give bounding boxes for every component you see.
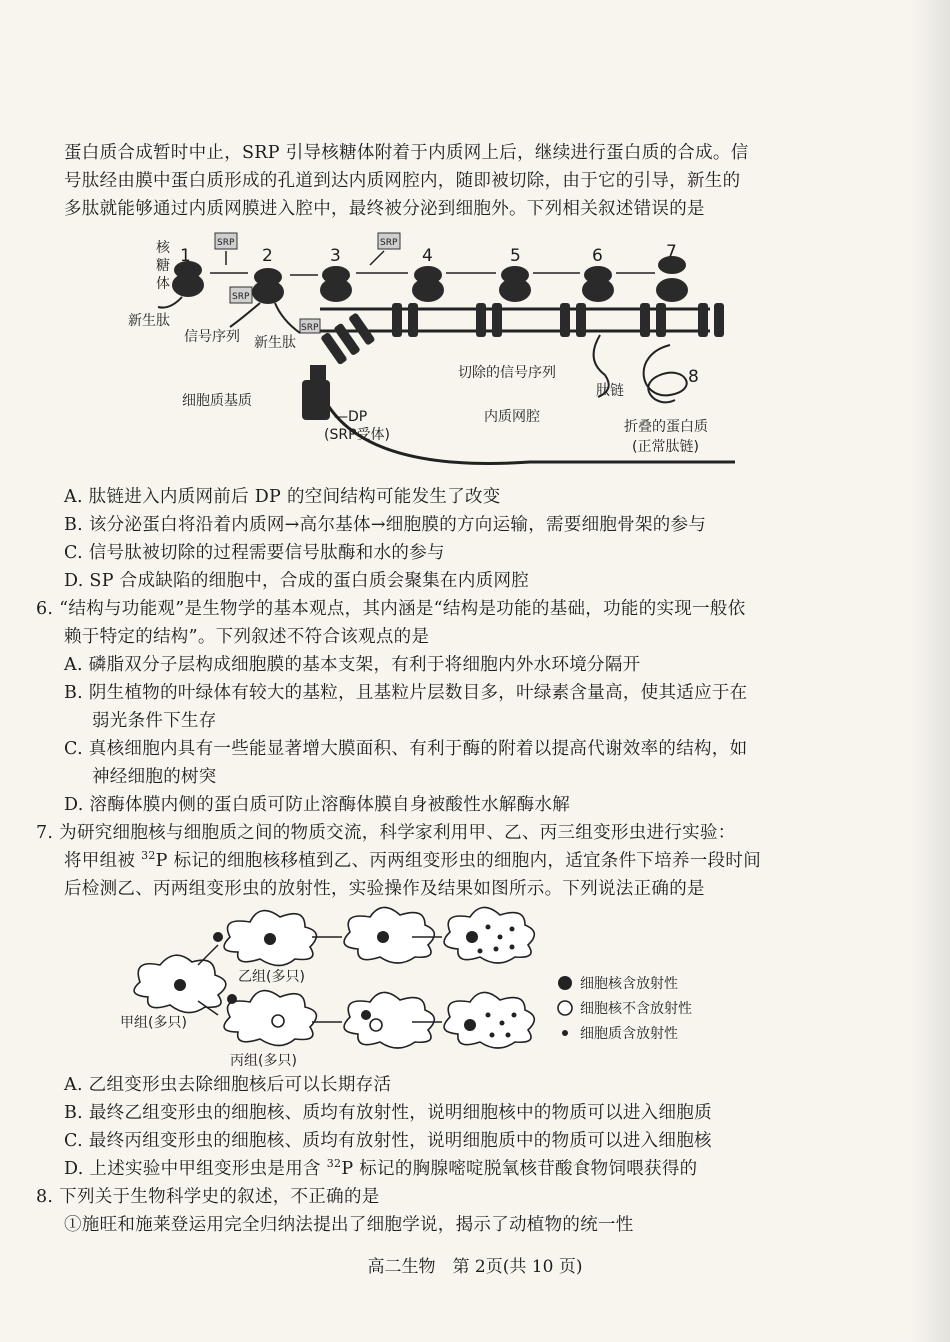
- step-4: 4: [422, 246, 433, 266]
- step-3: 3: [330, 246, 341, 266]
- step-1: 1: [180, 246, 191, 266]
- q5-option-a: A. 肽链进入内质网前后 DP 的空间结构可能发生了改变: [64, 487, 501, 507]
- group-yi-label: 乙组(多只): [238, 969, 305, 985]
- step-5: 5: [510, 246, 521, 266]
- srp-label-3: SRP: [380, 238, 398, 248]
- step-6: 6: [592, 246, 603, 266]
- ribosome-char-3: 体: [156, 276, 170, 292]
- normal-peptide-label: (正常肽链): [632, 439, 699, 455]
- group-bing-label: 丙组(多只): [230, 1053, 297, 1069]
- nascent-peptide-label-2: 新生肽: [254, 335, 296, 351]
- q6-option-d: D. 溶酶体膜内侧的蛋白质可防止溶酶体膜自身被酸性水解酶水解: [64, 795, 571, 815]
- q7-option-d: D. 上述实验中甲组变形虫是用含 $^{32}$P 标记的胸腺嘧啶脱氧核苷酸食物饲喂获得的: [64, 1157, 698, 1179]
- q7-stem-2: 将甲组被 $^{32}$P 标记的细胞核移植到乙、丙两组变形虫的细胞内，适宜条件下培养一段时间: [64, 849, 762, 871]
- q7-option-a: A. 乙组变形虫去除细胞核后可以长期存活: [64, 1075, 392, 1095]
- q8-stem: 8. 下列关于生物科学史的叙述，不正确的是: [36, 1187, 380, 1207]
- q7-stem-3: 后检测乙、丙两组变形虫的放射性，实验操作及结果如图所示。下列说法正确的是: [64, 879, 705, 899]
- nascent-peptide-label-1: 新生肽: [128, 313, 170, 329]
- signal-peptide-diagram: [110, 225, 750, 475]
- page-footer: 高二生物 第 2页(共 10 页): [367, 1257, 583, 1277]
- q6-option-c-cont: 神经细胞的树突: [92, 767, 217, 787]
- q7-option-c: C. 最终丙组变形虫的细胞核、质均有放射性，说明细胞质中的物质可以进入细胞核: [64, 1131, 712, 1151]
- step-2: 2: [262, 246, 273, 266]
- intro-line-2: 号肽经由膜中蛋白质形成的孔道到达内质网腔内，随即被切除，由于它的引导，新生的: [64, 171, 741, 191]
- ribosome-char-1: 核: [156, 240, 170, 256]
- cleaved-signal-label: 切除的信号序列: [458, 365, 556, 381]
- q5-option-d: D. SP 合成缺陷的细胞中，合成的蛋白质会聚集在内质网腔: [64, 571, 530, 591]
- step-7: 7: [666, 242, 677, 262]
- srp-receptor-label: (SRP受体): [324, 427, 390, 443]
- q6-stem-1: 6. “结构与功能观”是生物学的基本观点，其内涵是“结构是功能的基础，功能的实现一般依: [36, 599, 746, 619]
- signal-sequence-label: 信号序列: [184, 329, 240, 345]
- intro-line-1: 蛋白质合成暂时中止，SRP 引导核糖体附着于内质网上后，继续进行蛋白质的合成。信: [64, 143, 749, 163]
- peptide-chain-label: 肽链: [596, 383, 624, 399]
- q6-option-b: B. 阴生植物的叶绿体有较大的基粒，且基粒片层数目多，叶绿素含量高，使其适应于在: [64, 683, 748, 703]
- q8-statement-1: ①施旺和施莱登运用完全归纳法提出了细胞学说，揭示了动植物的统一性: [64, 1215, 634, 1235]
- q6-stem-2: 赖于特定的结构”。下列叙述不符合该观点的是: [64, 627, 430, 647]
- ribosome-char-2: 糖: [156, 258, 170, 274]
- legend-nonradioactive-nucleus: 细胞核不含放射性: [580, 1001, 692, 1017]
- intro-line-3: 多肽就能够通过内质网膜进入腔中，最终被分泌到细胞外。下列相关叙述错误的是: [64, 199, 705, 219]
- legend-radioactive-cytoplasm: 细胞质含放射性: [580, 1026, 678, 1042]
- q5-option-c: C. 信号肽被切除的过程需要信号肽酶和水的参与: [64, 543, 445, 563]
- dp-label: —DP: [334, 409, 368, 425]
- q6-option-b-cont: 弱光条件下生存: [92, 711, 217, 731]
- step-8: 8: [688, 367, 699, 387]
- group-jia-label: 甲组(多只): [120, 1015, 187, 1031]
- srp-label-4: SRP: [301, 323, 319, 333]
- er-lumen-label: 内质网腔: [484, 409, 540, 425]
- q7-stem-1: 7. 为研究细胞核与细胞质之间的物质交流，科学家利用甲、乙、丙三组变形虫进行实验：: [36, 823, 736, 843]
- srp-label-1: SRP: [217, 238, 235, 248]
- scan-edge-shadow: [910, 0, 950, 1342]
- amoeba-experiment-diagram: [120, 897, 760, 1072]
- legend-radioactive-nucleus: 细胞核含放射性: [580, 976, 678, 992]
- q6-option-c: C. 真核细胞内具有一些能显著增大膜面积、有利于酶的附着以提高代谢效率的结构，如: [64, 739, 748, 759]
- q7-option-b: B. 最终乙组变形虫的细胞核、质均有放射性，说明细胞核中的物质可以进入细胞质: [64, 1103, 712, 1123]
- srp-label-2: SRP: [232, 292, 250, 302]
- folded-protein-label: 折叠的蛋白质: [624, 419, 708, 435]
- q6-option-a: A. 磷脂双分子层构成细胞膜的基本支架，有利于将细胞内外水环境分隔开: [64, 655, 641, 675]
- cytosol-label: 细胞质基质: [182, 393, 252, 409]
- q5-option-b: B. 该分泌蛋白将沿着内质网→高尔基体→细胞膜的方向运输，需要细胞骨架的参与: [64, 515, 707, 535]
